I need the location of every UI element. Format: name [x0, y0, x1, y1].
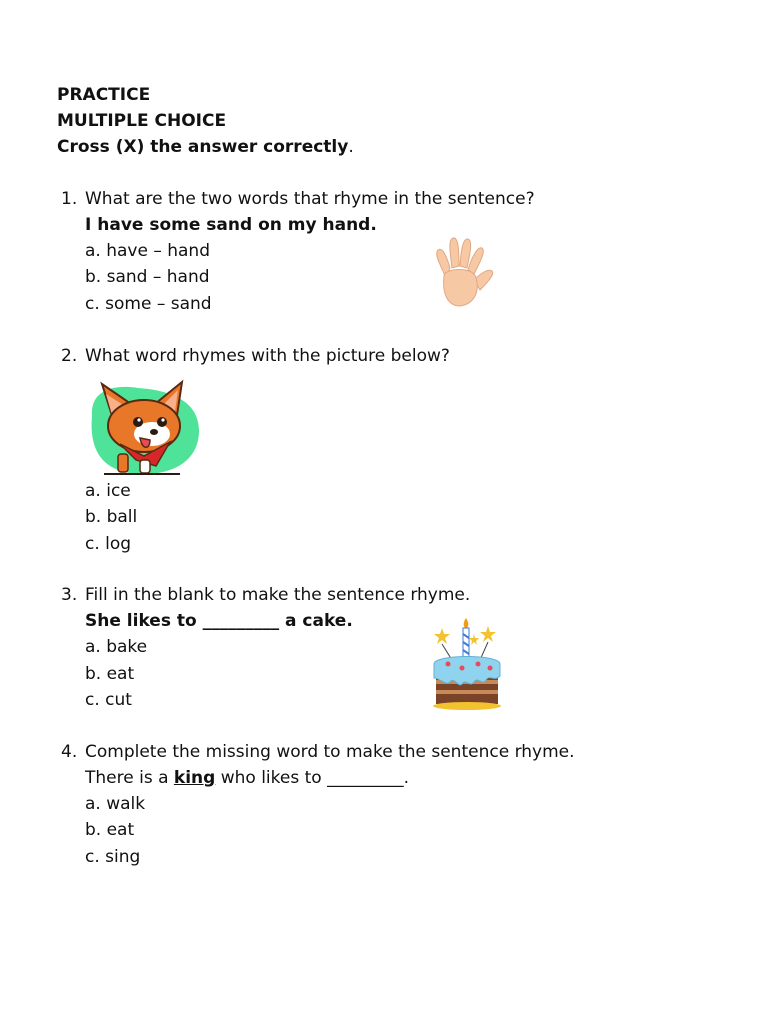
question-1-number: 1. [61, 189, 78, 209]
question-2-option-b[interactable]: b. ball [85, 507, 138, 527]
question-4-sentence-pre: There is a [85, 768, 174, 788]
question-1-sentence-period: . [370, 215, 377, 235]
question-2-option-c[interactable]: c. log [85, 534, 132, 554]
question-4-option-a[interactable]: a. walk [85, 794, 146, 814]
question-1-sentence-text: I have some sand on my hand [85, 215, 371, 235]
question-2-prompt: What word rhymes with the picture below? [85, 346, 450, 366]
question-2-number: 2. [61, 346, 78, 366]
question-3-sentence-period: . [346, 611, 353, 631]
question-3-option-c[interactable]: c. cut [85, 690, 132, 710]
hand-icon [426, 234, 498, 312]
question-1-prompt: What are the two words that rhyme in the sentence? [85, 189, 535, 209]
question-4-prompt: Complete the missing word to make the sentence rhyme. [85, 742, 575, 762]
question-3-prompt: Fill in the blank to make the sentence rhyme. [85, 585, 471, 605]
question-3-option-a[interactable]: a. bake [85, 637, 148, 657]
instructions-text: Cross (X) the answer correctly [57, 137, 349, 157]
cake-icon [428, 616, 506, 710]
question-1-option-c[interactable]: c. some – sand [85, 294, 212, 314]
instructions-period: . [348, 137, 354, 157]
question-2-option-a[interactable]: a. ice [85, 481, 131, 501]
dog-icon [84, 370, 202, 476]
section-subtitle: MULTIPLE CHOICE [57, 111, 227, 131]
question-3-sentence [85, 608, 353, 634]
question-4-option-b[interactable]: b. eat [85, 820, 135, 840]
question-3-sentence-text: She likes to _________ a cake [85, 611, 347, 631]
question-1-option-b[interactable]: b. sand – hand [85, 267, 210, 287]
page-title: PRACTICE [57, 85, 151, 105]
instructions [57, 134, 354, 160]
question-1-option-a[interactable]: a. have – hand [85, 241, 211, 261]
question-4-sentence [85, 765, 409, 791]
question-4-sentence-post: who likes to _________. [215, 768, 409, 788]
question-3-option-b[interactable]: b. eat [85, 664, 135, 684]
question-3-number: 3. [61, 585, 78, 605]
question-4-option-c[interactable]: c. sing [85, 847, 141, 867]
question-4-key-word: king [173, 768, 216, 788]
question-1-sentence [85, 212, 377, 238]
question-4-number: 4. [61, 742, 78, 762]
